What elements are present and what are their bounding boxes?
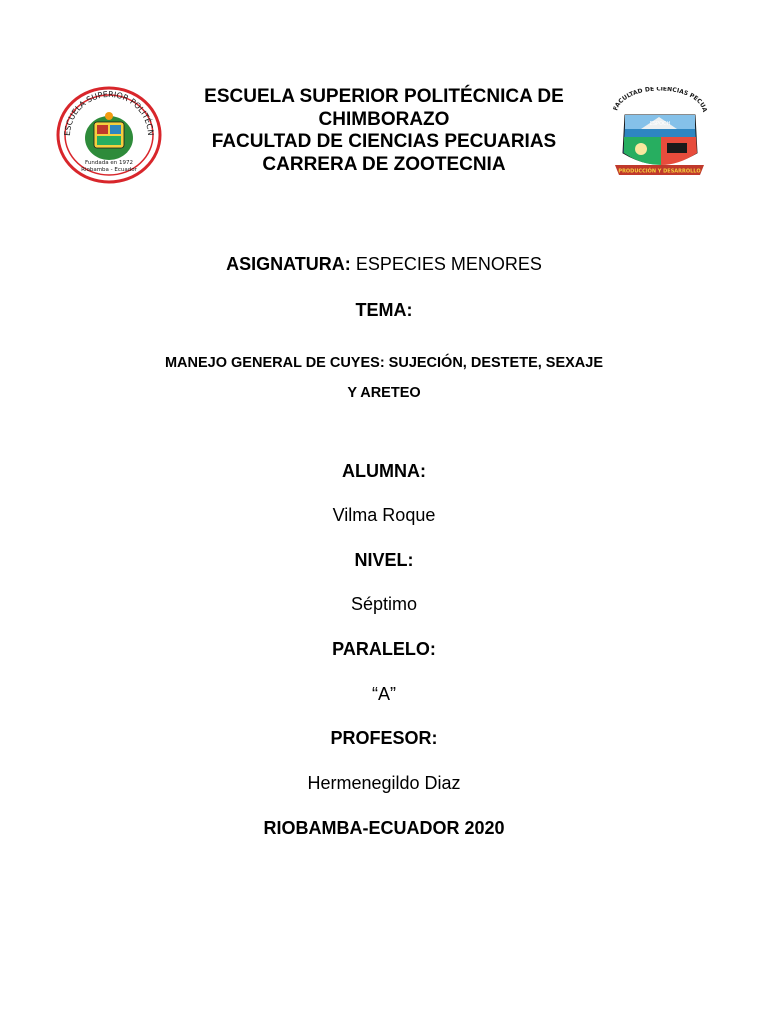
professor-name: Hermenegildo Diaz [307,773,461,793]
topic-line-1: MANEJO GENERAL DE CUYES: SUJECIÓN, DESTETE, SEXAJE [164,355,604,371]
header-line-4: CARRERA DE ZOOTECNIA [262,153,506,175]
header-line-3: FACULTAD DE CIENCIAS PECUARIAS [211,131,557,152]
topic-label: TEMA: [355,300,413,320]
place-year: RIOBAMBA-ECUADOR 2020 [263,818,505,838]
seal-inner-text-2: Riobamba - Ecuador [81,167,137,173]
seal-inner-text-1: Fundada en 1972 [85,160,133,166]
shield-text: ESPOCH [649,121,671,127]
student-name: Vilma Roque [332,505,436,525]
header-line-1: ESCUELA SUPERIOR POLITÉCNICA DE [204,86,564,107]
section-label: PARALELO: [332,639,436,659]
section-value: “A” [372,684,396,704]
student-label: ALUMNA: [342,461,426,481]
seal-ring-text: ESCUELA SUPERIOR POLITÉCN [62,89,156,137]
topic-line-2: Y ARETEO [347,385,421,401]
subject-label: ASIGNATURA: [226,254,351,274]
professor-label: PROFESOR: [330,728,438,748]
subject-value: ESPECIES MENORES [355,254,542,274]
institution-header [0,86,768,176]
level-value: Séptimo [350,594,418,614]
level-label: NIVEL: [354,550,414,570]
shield-arc-text: FACULTAD DE CIENCIAS PECUA [612,87,708,113]
subject-line [0,254,768,275]
shield-banner-text: PRODUCCIÓN Y DESARROLLO [618,168,701,175]
header-line-2: CHIMBORAZO [318,108,450,130]
